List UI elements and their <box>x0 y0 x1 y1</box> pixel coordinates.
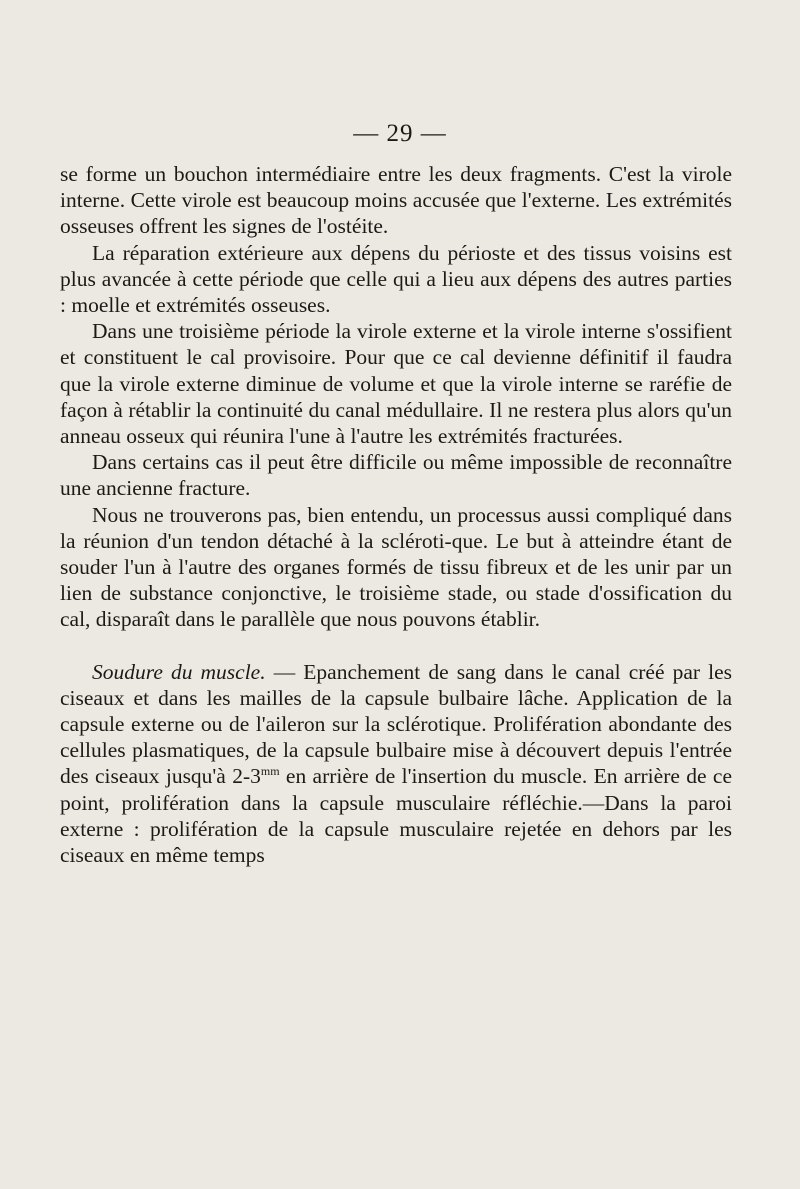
millimeter-superscript: mm <box>260 764 280 779</box>
paragraph-3: Dans une troisième période la virole externe et la virole interne s'ossifient et constituent le cal provisoire. Pour que ce cal devienne définitif il faudra que la virole externe diminue de volume et que la virole interne se raréfie de façon à rétablir la continuité du canal médullaire. Il ne restera plus alors qu'un anneau osseux qui réunira l'une à l'autre les extrémités fracturées. <box>60 319 732 449</box>
paragraph-4: Dans certains cas il peut être difficile ou même impossible de reconnaître une ancienne fracture. <box>60 450 732 501</box>
section-heading: Soudure du muscle. <box>92 659 266 684</box>
paragraph-5: Nous ne trouverons pas, bien entendu, un processus aussi compliqué dans la réunion d'un tendon détaché à la scléroti-que. Le but à atteindre étant de souder l'un à l'autre des organes formés de tissu fibreux et de les unir par un lien de substance conjonctive, le troisième stade, ou stade d'ossification du cal, disparaît dans le parallèle que nous pouvons établir. <box>60 502 732 632</box>
paragraph-1: se forme un bouchon intermédiaire entre les deux fragments. C'est la virole interne. Cette virole est beaucoup moins accusée que l'externe. Les extrémités osseuses offrent les signes de l'ostéite. <box>60 162 732 239</box>
section-muscle-paragraph <box>60 659 732 869</box>
section-text-after: en arrière de l'insertion du muscle. En arrière de ce point, prolifération dans la capsule musculaire réfléchie.—Dans la paroi externe : prolifération de la capsule musculaire rejetée en dehors par les ciseaux en même temps <box>60 764 732 868</box>
section-text-before: — Epanchement de sang dans le canal créé par les ciseaux et dans les mailles de la capsule bulbaire lâche. Application de la capsule externe ou de l'aileron sur la sclérotique. Prolifération abondante des cellules plasmatiques, de la capsule bulbaire mise à découvert depuis l'entrée des ciseaux jusqu'à 2-3 <box>60 659 732 789</box>
paragraph-2: La réparation extérieure aux dépens du périoste et des tissus voisins est plus avancée à cette période que celle qui a lieu aux dépens des autres parties : moelle et extrémités osseuses. <box>60 240 732 318</box>
page-number: — 29 — <box>353 120 447 147</box>
body-text <box>60 161 732 868</box>
